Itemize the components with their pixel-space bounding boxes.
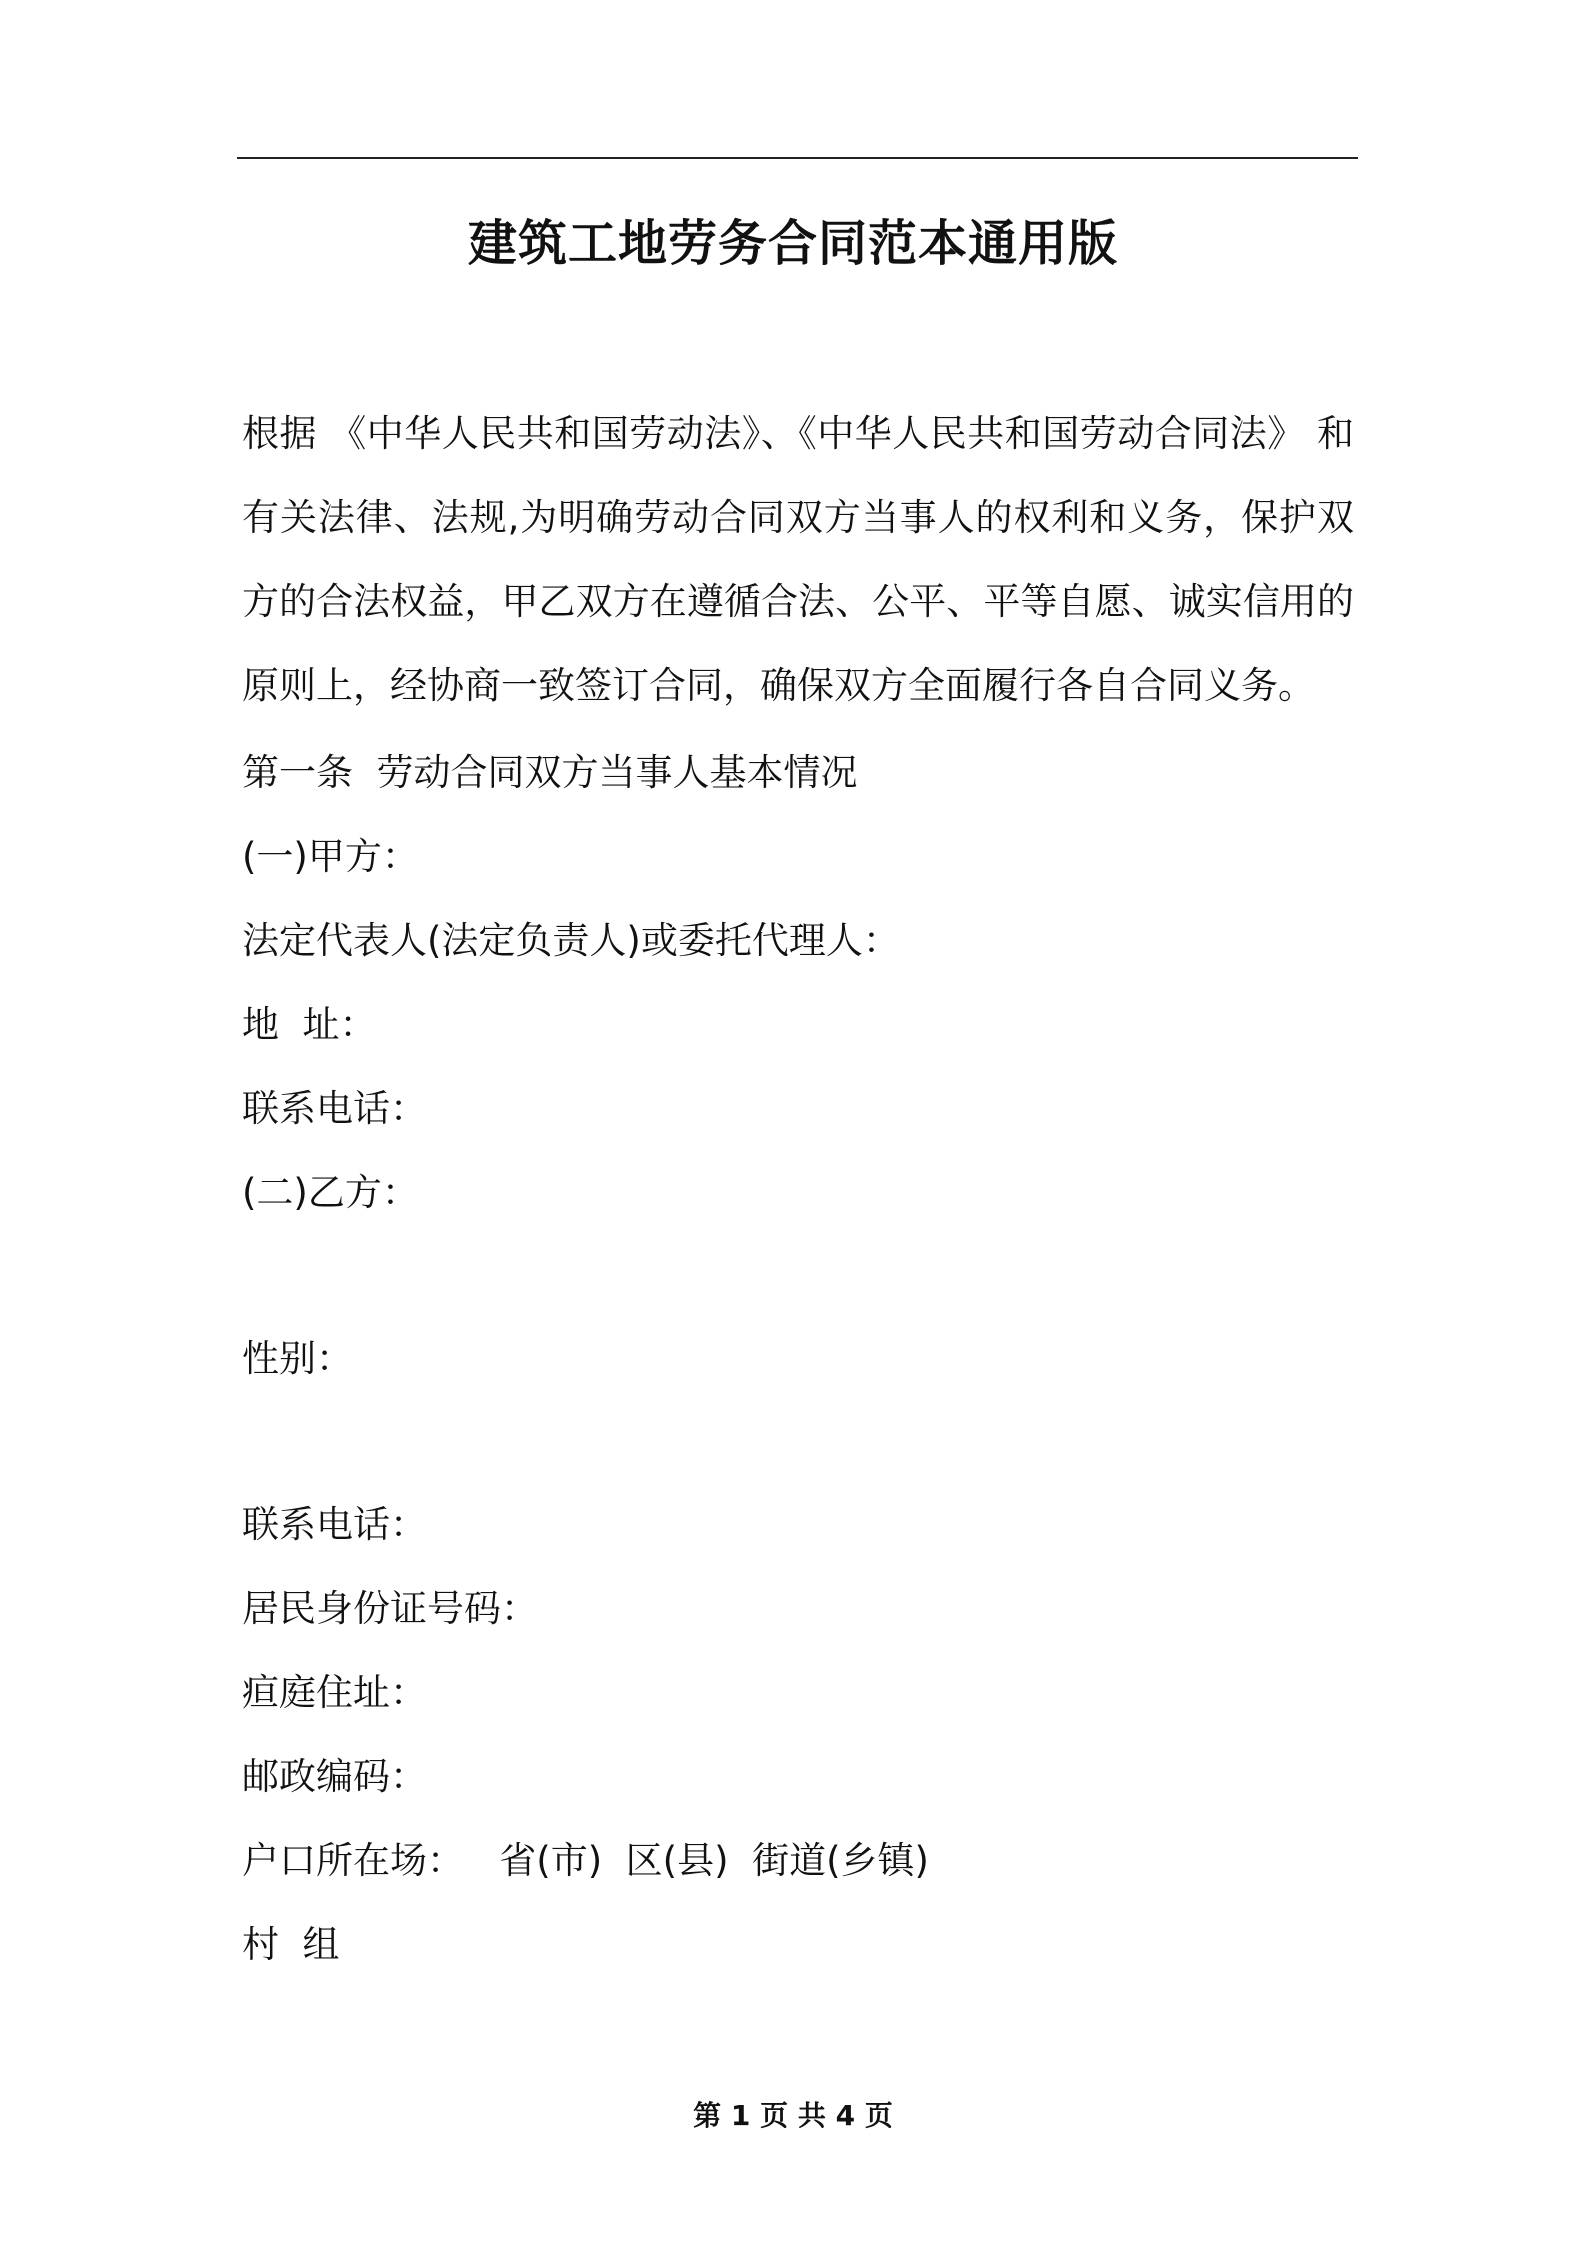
party-a-phone: 联系电话： (242, 1087, 427, 1130)
page-number: 第 1 页 共 4 页 (693, 2099, 893, 2132)
article-1-heading: 第一条 劳动合同双方当事人基本情况 (242, 751, 858, 794)
intro-paragraph (242, 392, 1354, 728)
party-b-gender: 性别： (242, 1337, 353, 1380)
party-b-phone: 联系电话： (242, 1503, 427, 1546)
document-title: 建筑工地劳务合同范本通用版 (467, 215, 1118, 272)
party-b-village: 村 组 (242, 1923, 340, 1966)
intro-line: 方的合法权益，甲乙双方在遵循合法、公平、平等自愿、诚实信用的 (242, 580, 1354, 623)
party-a-heading: (一)甲方： (242, 835, 419, 878)
intro-line: 根据 《中华人民共和国劳动法》、《中华人民共和国劳动合同法》 和 (242, 412, 1354, 455)
party-b-heading: (二)乙方： (242, 1171, 419, 1214)
header-rule (237, 157, 1358, 159)
party-b-home-address: 疸庭住址： (242, 1671, 427, 1714)
party-a-legal-rep: 法定代表人(法定负责人)或委托代理人： (242, 919, 900, 962)
party-b-id-number: 居民身份证号码： (242, 1587, 538, 1630)
party-a-address: 地 址： (242, 1003, 377, 1046)
intro-line: 原则上，经协商一致签订合同，确保双方全面履行各自合同义务。 (242, 664, 1315, 707)
party-b-hukou: 户口所在场： 省(市) 区(县) 街道(乡镇) (242, 1839, 929, 1882)
party-b-postal-code: 邮政编码： (242, 1755, 427, 1798)
intro-line: 有关法律、法规,为明确劳动合同双方当事人的权利和义务，保护双 (242, 496, 1354, 539)
